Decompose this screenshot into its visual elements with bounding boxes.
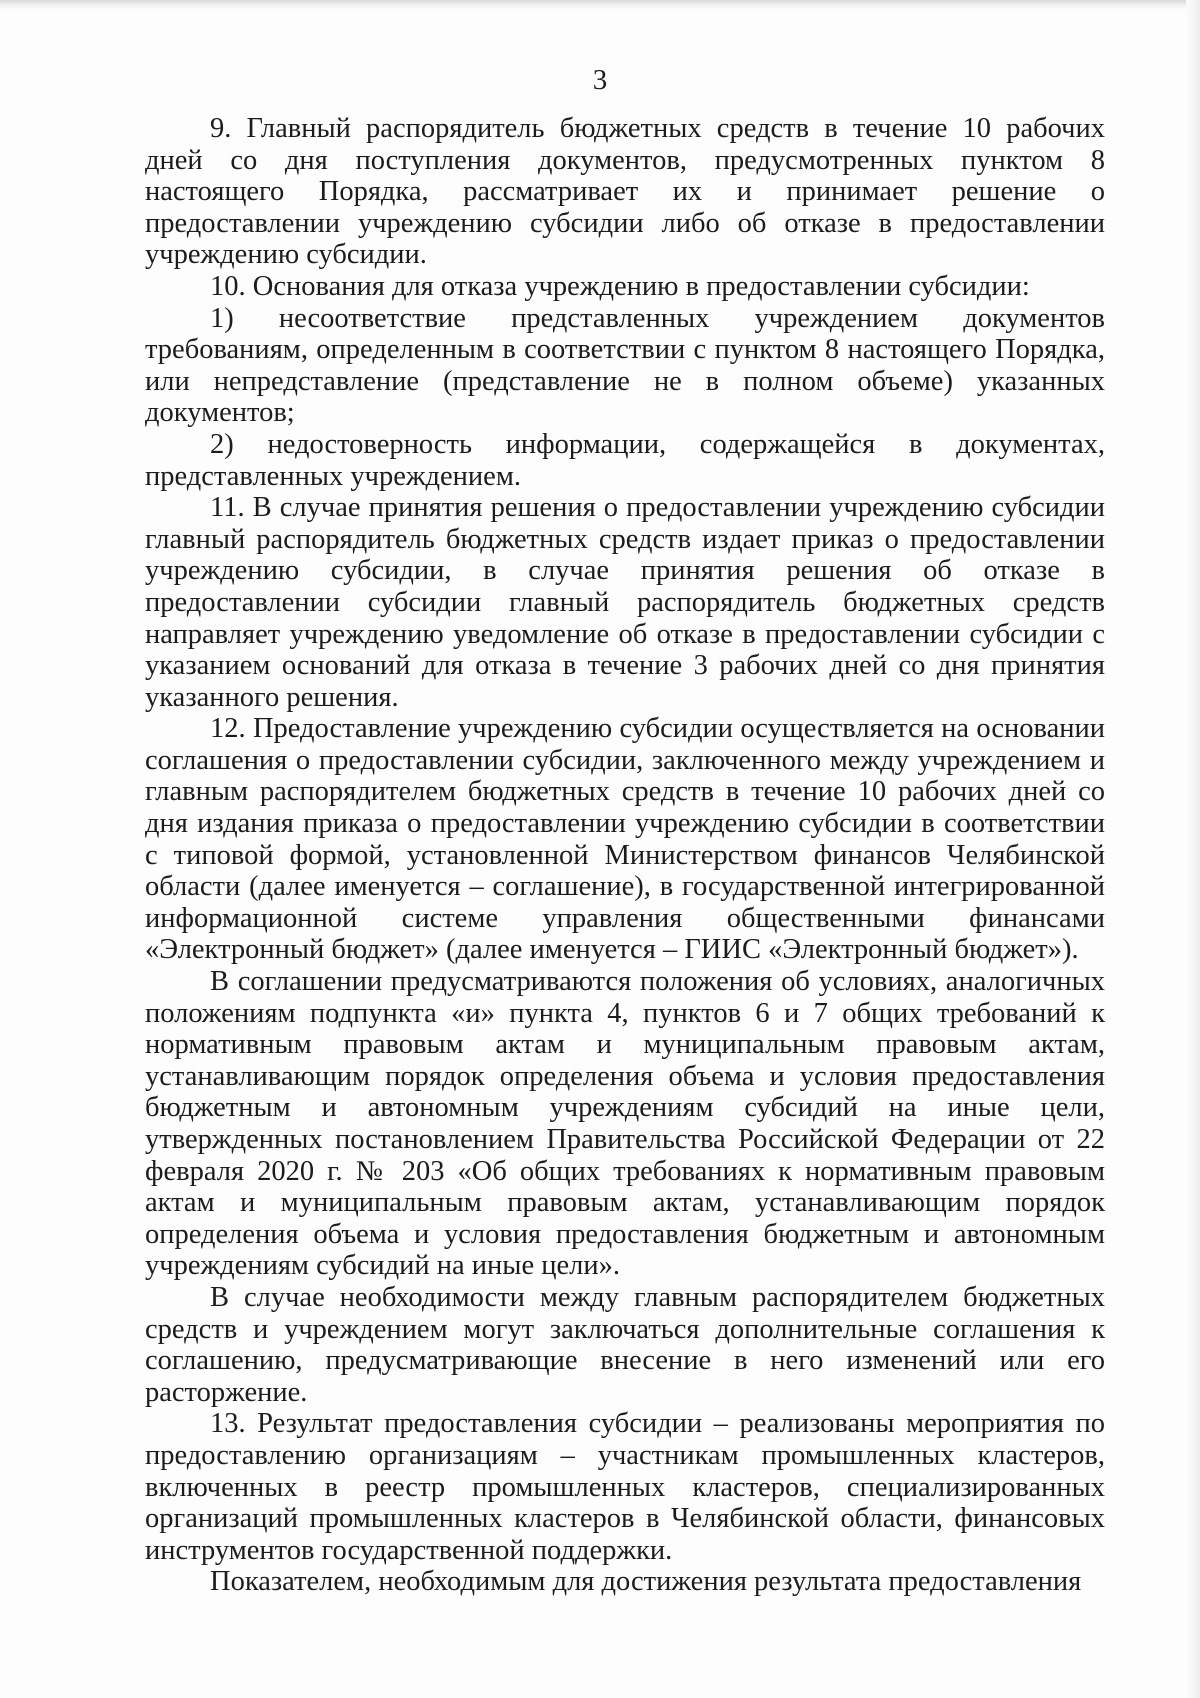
paragraph-13: 13. Результат предоставления субсидии – реализованы мероприятия по предоставлению организациям – участникам промышленных кластеров, включенных в реестр промышленных кластеров, специализированных организаций промышленных кластеров в Челябинской области, финансовых инструментов государственной поддержки. bbox=[145, 1408, 1105, 1566]
paragraph-10-item-2: 2) недостоверность информации, содержащейся в документах, представленных учреждением. bbox=[145, 428, 1105, 492]
paragraph-10-item-1: 1) несоответствие представленных учреждением документов требованиям, определенным в соответствии с пунктом 8 настоящего Порядка, или непредставление (представление не в полном объеме) указанных документов; bbox=[145, 302, 1105, 429]
paragraph-13-indicator: Показателем, необходимым для достижения результата предоставления bbox=[210, 1566, 1082, 1598]
paragraph-9: 9. Главный распорядитель бюджетных средств в течение 10 рабочих дней со дня поступления документов, предусмотренных пунктом 8 настоящего Порядка, рассматривает их и принимает решение о предоставлении учреждению субсидии либо об отказе в предоставлении учреждению субсидии. bbox=[145, 113, 1105, 271]
scan-edge-top bbox=[0, 0, 1200, 10]
paragraph-12: 12. Предоставление учреждению субсидии осуществляется на основании соглашения о предоставлении субсидии, заключенного между учреждением и главным распорядителем бюджетных средств в течение 10 рабочих дней со дня издания приказа о предоставлении учреждению субсидии в соответствии с типовой формой, установленной Министерством финансов Челябинской области (далее именуется – соглашение), в государственной интегрированной информационной системе управления общественными финансами «Электронный бюджет» (далее именуется – ГИИС «Электронный бюджет»). bbox=[145, 713, 1105, 966]
paragraph-11: 11. В случае принятия решения о предоставлении учреждению субсидии главный распорядитель бюджетных средств издает приказ о предоставлении учреждению субсидии, в случае принятия решения об отказе в предоставлении субсидии главный распорядитель бюджетных средств направляет учреждению уведомление об отказе в предоставлении субсидии с указанием оснований для отказа в течение 3 рабочих дней со дня принятия указанного решения. bbox=[145, 492, 1105, 713]
paragraph-12-agreement-terms: В соглашении предусматриваются положения об условиях, аналогичных положениям подпункта «и» пункта 4, пунктов 6 и 7 общих требований к нормативным правовым актам и муниципальным правовым актам, устанавливающим порядок определения объема и условия предоставления бюджетным и автономным учреждениям субсидий на иные цели, утвержденных постановлением Правительства Российской Федерации от 22 февраля 2020 г. № 203 «Об общих требованиях к нормативным правовым актам и муниципальным правовым актам, устанавливающим порядок определения объема и условия предоставления бюджетным и автономным учреждениям субсидий на иные цели». bbox=[145, 966, 1105, 1282]
scan-edge-right bbox=[1186, 0, 1200, 1698]
page-number: 3 bbox=[592, 64, 608, 96]
document-body bbox=[145, 113, 1105, 1598]
paragraph-10: 10. Основания для отказа учреждению в предоставлении субсидии: bbox=[210, 270, 1030, 302]
paragraph-12-additional-agreements: В случае необходимости между главным распорядителем бюджетных средств и учреждением могут заключаться дополнительные соглашения к соглашению, предусматривающие внесение в него изменений или его расторжение. bbox=[145, 1281, 1105, 1408]
